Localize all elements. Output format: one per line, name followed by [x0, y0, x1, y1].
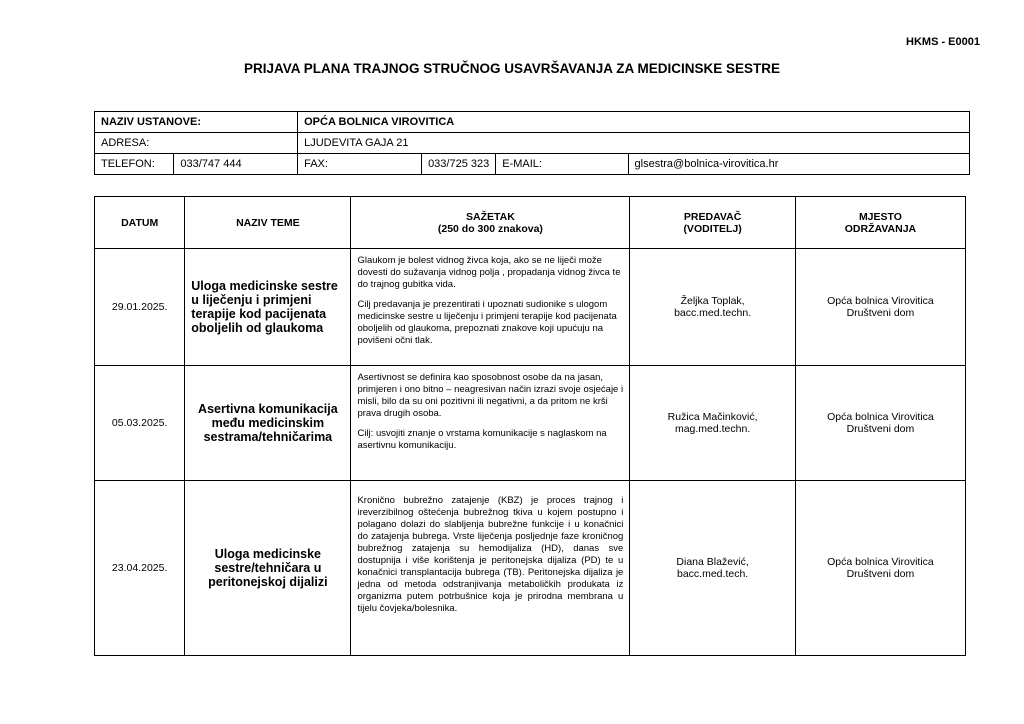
document-title: PRIJAVA PLANA TRAJNOG STRUČNOG USAVRŠAVANJA ZA MEDICINSKE SESTRE [243, 61, 781, 76]
place-line: Društveni dom [846, 307, 915, 319]
lecturer-header-note: (VODITELJ) [683, 222, 742, 235]
summary-header [351, 197, 630, 249]
institution-name-row [95, 112, 970, 133]
row-place [795, 366, 965, 481]
row-summary [351, 481, 630, 656]
row-place [795, 481, 965, 656]
lecturer-title: bacc.med.techn. [674, 307, 752, 319]
address-value: LJUDEVITA GAJA 21 [298, 133, 970, 154]
table-row [95, 481, 966, 656]
institution-address-row [95, 133, 970, 154]
place-line: Opća bolnica Virovitica [827, 556, 934, 568]
summary-paragraph: Cilj predavanja je prezentirati i upoznati sudionike s ulogom medicinske sestre u liječenju i primjeni terapije kod pacijenata oboljelih od glaukoma, prepoznati znakove koji upućuju na povišeni očni tlak. [357, 299, 617, 346]
phone-label: TELEFON: [95, 154, 174, 175]
topic-header: NAZIV TEME [185, 197, 351, 249]
lecturer-name: Diana Blažević, [676, 556, 749, 568]
summary-paragraph: Kronično bubrežno zatajenje (KBZ) je proces trajnog i ireverzibilnog oštećenja bubrežnog tkiva u kojem postupno i polagano dolazi do slabljenja bubrežne funkcije i u konačnici do zatajenja bubrega. Vrste liječenja posljednje faze kroničnog bubrežnog zatajenja su hemodijalizа (HD), danas sve dostupnija i više korištenja je peritonejska dijaliza (PD) te u konačnici transplantacija bubrega (TB). Peritonejska dijaliza je jedna od metoda odstranjivanja metaboličkih produkata iz organizma putem potrbušnice koja je prirodna membrana u tijelu čovjeka/bolesnika. [357, 495, 624, 614]
place-header-title: MJESTO [858, 210, 902, 223]
lecturer-header [630, 197, 796, 249]
email-value: glsestra@bolnica-virovitica.hr [628, 154, 969, 175]
row-lecturer [630, 481, 796, 656]
summary-header-title: SAŽETAK [466, 210, 515, 223]
summary-paragraph: Asertivnost se definira kao sposobnost osobe da na jasan, primjeren i ono bitno – neagresivan način izrazi svoje osjećaje i misli, bilo da su oni pozitivni ili negativni, a da pritom ne krši prava drugih osoba. [357, 372, 624, 419]
place-line: Opća bolnica Virovitica [827, 411, 934, 423]
lecturer-title: bacc.med.tech. [677, 568, 749, 580]
date-header: DATUM [95, 197, 185, 249]
summary-paragraph: Glaukom je bolest vidnog živca koja, ako se ne liječi može dovesti do sužavanja vidnog polja , propadanja vidnog živca te do trajnog gubitka vida. [357, 255, 621, 290]
lecturer-title: mag.med.techn. [674, 423, 751, 435]
fax-value: 033/725 323 [422, 154, 496, 175]
table-row [95, 366, 966, 481]
table-header-row [95, 197, 966, 249]
row-date: 05.03.2025. [95, 366, 185, 481]
summary-header-note: (250 do 300 znakova) [437, 222, 543, 235]
institution-info-table [94, 111, 970, 175]
row-topic: Uloga medicinske sestre u liječenju i primjeni terapije kod pacijenata oboljelih od glaukoma [185, 249, 351, 366]
place-header [795, 197, 965, 249]
row-lecturer [630, 249, 796, 366]
email-label: E-MAIL: [496, 154, 628, 175]
row-lecturer [630, 366, 796, 481]
lecturer-header-title: PREDAVAČ [683, 210, 742, 223]
place-line: Opća bolnica Virovitica [827, 295, 934, 307]
institution-name-value: OPĆA BOLNICA VIROVITICA [298, 112, 970, 133]
row-topic: Asertivna komunikacija među medicinskim sestrama/tehničarima [185, 366, 351, 481]
row-date: 29.01.2025. [95, 249, 185, 366]
fax-label: FAX: [298, 154, 422, 175]
row-summary [351, 366, 630, 481]
phone-value: 033/747 444 [174, 154, 298, 175]
lecturer-name: Ružica Mačinković, [667, 411, 758, 423]
institution-name-label: NAZIV USTANOVE: [95, 112, 298, 133]
row-topic: Uloga medicinske sestre/tehničara u peritonejskoj dijalizi [185, 481, 351, 656]
lecturer-name: Željka Toplak, [680, 295, 745, 307]
row-date: 23.04.2025. [95, 481, 185, 656]
address-label: ADRESA: [95, 133, 298, 154]
document-code: HKMS - E0001 [906, 36, 980, 48]
place-line: Društveni dom [846, 423, 915, 435]
institution-contact-row [95, 154, 970, 175]
education-plan-table [94, 196, 966, 656]
row-summary [351, 249, 630, 366]
table-row [95, 249, 966, 366]
summary-paragraph: Cilj: usvojiti znanje o vrstama komunikacije s naglaskom na asertivnu komunikaciju. [357, 428, 607, 451]
place-header-note: ODRŽAVANJA [844, 222, 917, 235]
row-place [795, 249, 965, 366]
place-line: Društveni dom [846, 568, 915, 580]
